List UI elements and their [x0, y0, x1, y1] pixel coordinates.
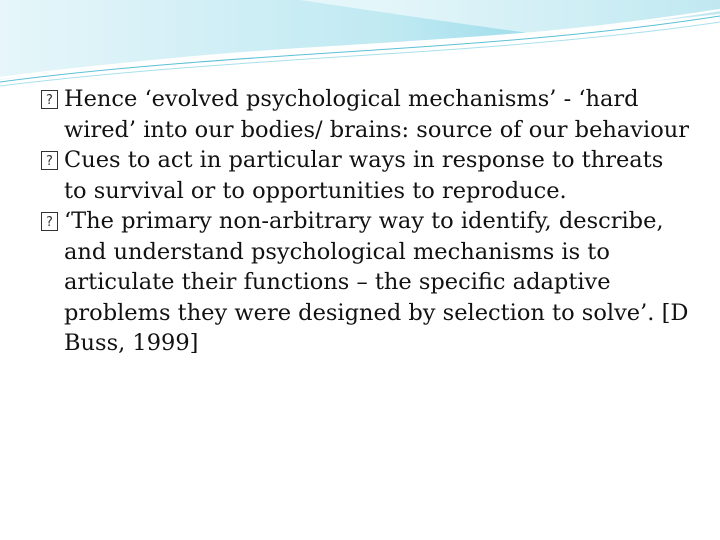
bullet-item-2 — [40, 145, 690, 206]
missing-glyph-bullet-icon — [41, 212, 58, 231]
missing-glyph-bullet-icon — [41, 151, 58, 170]
bullet-text: Cues to act in particular ways in response to threats to survival or to opportunities to reproduce. — [64, 147, 664, 204]
header-wave-decoration — [0, 0, 720, 90]
missing-glyph-bullet-icon — [41, 90, 58, 109]
bullet-item-3 — [40, 206, 690, 359]
bullet-item-1 — [40, 84, 690, 145]
bullet-list — [40, 84, 690, 359]
bullet-text: ‘The primary non-arbitrary way to identify, describe, and understand psychological mechanisms is to articulate their functions – the specific adaptive problems they were designed by selection to solve’. [D Buss, 1999] — [64, 208, 689, 356]
bullet-text: Hence ‘evolved psychological mechanisms’ - ‘hard wired’ into our bodies/ brains: source of our behaviour — [64, 86, 689, 143]
